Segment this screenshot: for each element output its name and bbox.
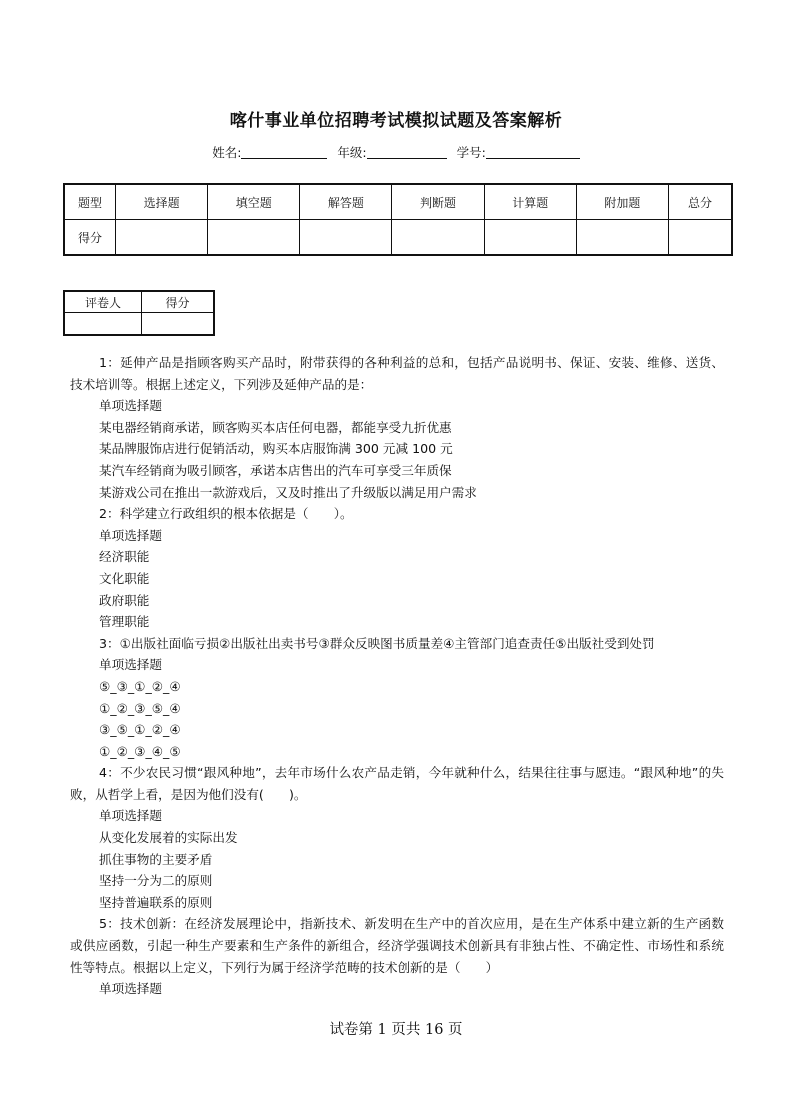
- score-cell[interactable]: [392, 220, 484, 256]
- grader-header-cell: 得分: [142, 291, 215, 313]
- question-3-option[interactable]: ①_②_③_⑤_④: [99, 700, 181, 716]
- grader-cell[interactable]: [64, 313, 142, 336]
- question-1-option[interactable]: 某电器经销商承诺，顾客购买本店任何电器，都能享受九折优惠: [99, 419, 452, 435]
- question-1-text: 1：延伸产品是指顾客购买产品时，附带获得的各种利益的总和，包括产品说明书、保证、安装、维修、送货、技术培训等。根据上述定义，下列涉及延伸产品的是：: [70, 355, 724, 392]
- grade-field[interactable]: [337, 143, 446, 161]
- question-3-text: 3：①出版社面临亏损②出版社出卖书号③群众反映图书质量差④主管部门追查责任⑤出版社受到处罚: [99, 635, 655, 651]
- question-4-type: 单项选择题: [99, 808, 162, 824]
- name-field[interactable]: [212, 143, 327, 161]
- score-header-cell: 总分: [668, 184, 732, 220]
- question-5-type: 单项选择题: [99, 981, 162, 997]
- question-2-option[interactable]: 管理职能: [99, 614, 150, 630]
- score-header-cell: 判断题: [392, 184, 484, 220]
- question-5-text: 5：技术创新：在经济发展理论中，指新技术、新发明在生产中的首次应用，是在生产体系中建立新的生产函数或供应函数，引起一种生产要素和生产条件的新组合，经济学强调技术创新具有非独占性、不确定性、市场性和系统性等特点。根据以上定义，下列行为属于经济学范畴的技术创新的是（ ）: [70, 916, 724, 975]
- question-2-option[interactable]: 经济职能: [99, 549, 150, 565]
- question-1-option[interactable]: 某汽车经销商为吸引顾客，承诺本店售出的汽车可享受三年质保: [99, 462, 452, 478]
- question-2-option[interactable]: 文化职能: [99, 570, 150, 586]
- question-3-type: 单项选择题: [99, 657, 162, 673]
- score-cell[interactable]: [300, 220, 392, 256]
- question-2-option[interactable]: 政府职能: [99, 592, 150, 608]
- question-3-option[interactable]: ③_⑤_①_②_④: [99, 722, 181, 738]
- page-title: 喀什事业单位招聘考试模拟试题及答案解析: [229, 111, 563, 131]
- score-cell[interactable]: [668, 220, 732, 256]
- question-4-option[interactable]: 抓住事物的主要矛盾: [99, 851, 213, 867]
- score-cell[interactable]: [576, 220, 668, 256]
- score-row-label: 得分: [64, 220, 116, 256]
- question-4-option[interactable]: 从变化发展着的实际出发: [99, 830, 238, 846]
- student-id-field[interactable]: [457, 143, 580, 161]
- grade-label: 年级:: [337, 145, 367, 160]
- score-header-cell: 选择题: [116, 184, 208, 220]
- student-id-label: 学号:: [456, 145, 486, 160]
- score-header-cell: 解答题: [300, 184, 392, 220]
- page-footer: 试卷第 1 页共 16 页: [329, 1022, 463, 1038]
- question-list: [70, 352, 724, 1000]
- score-value-row: [64, 220, 732, 256]
- grader-header-row: [64, 291, 214, 313]
- question-1-option[interactable]: 某品牌服饰店进行促销活动，购买本店服饰满 300 元减 100 元: [99, 441, 453, 457]
- question-1-option[interactable]: 某游戏公司在推出一款游戏后，又及时推出了升级版以满足用户需求: [99, 484, 477, 500]
- question-3-option[interactable]: ⑤_③_①_②_④: [99, 678, 181, 694]
- question-3-option[interactable]: ①_②_③_④_⑤: [99, 743, 181, 759]
- question-2-type: 单项选择题: [99, 527, 162, 543]
- grader-header-cell: 评卷人: [64, 291, 142, 313]
- score-cell[interactable]: [208, 220, 300, 256]
- score-header-row: [64, 184, 732, 220]
- grader-value-row: [64, 313, 214, 336]
- name-label: 姓名:: [212, 145, 242, 160]
- grader-table: [63, 290, 215, 336]
- score-header-cell: 填空题: [208, 184, 300, 220]
- question-4-option[interactable]: 坚持一分为二的原则: [99, 873, 213, 889]
- question-1-type: 单项选择题: [99, 398, 162, 414]
- grader-cell[interactable]: [142, 313, 215, 336]
- question-2-text: 2：科学建立行政组织的根本依据是（ ）。: [99, 506, 353, 522]
- score-table: [63, 183, 733, 256]
- score-header-cell: 附加题: [576, 184, 668, 220]
- score-cell[interactable]: [484, 220, 576, 256]
- score-header-cell: 计算题: [484, 184, 576, 220]
- question-4-text: 4：不少农民习惯“跟风种地”，去年市场什么农产品走销，今年就种什么，结果往往事与愿违。“跟风种地”的失败，从哲学上看，是因为他们没有( )。: [70, 765, 724, 802]
- score-header-cell: 题型: [64, 184, 116, 220]
- question-4-option[interactable]: 坚持普遍联系的原则: [99, 894, 213, 910]
- score-cell[interactable]: [116, 220, 208, 256]
- student-info: [0, 143, 792, 161]
